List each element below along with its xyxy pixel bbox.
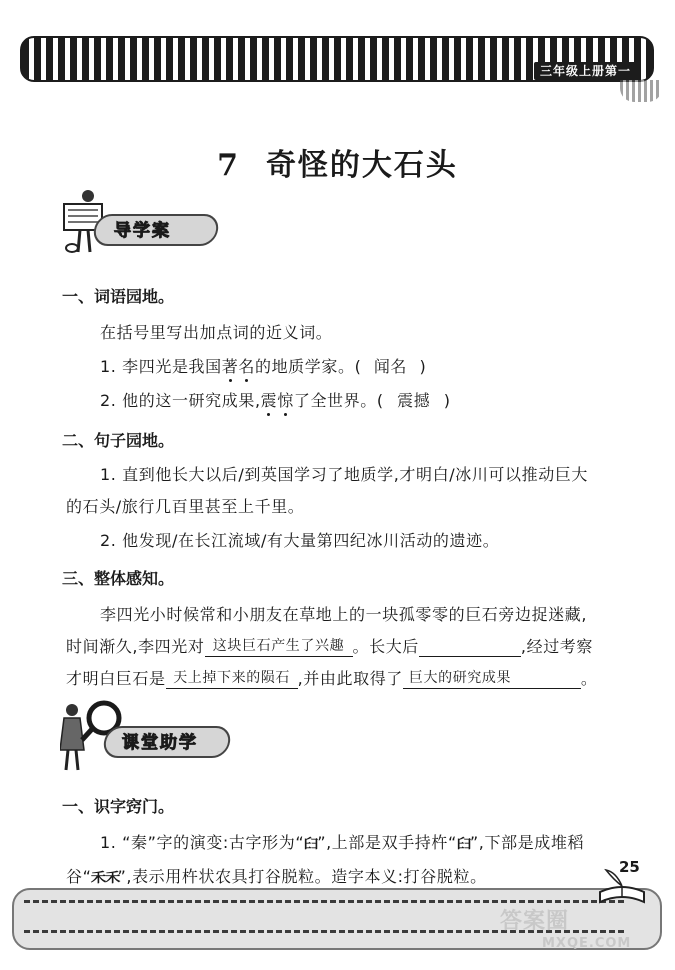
evolution-text-c: ”,下部是成堆稻 (469, 833, 585, 852)
sentence-2: 2. 他发现/在长江流域/有大量第四纪冰川活动的遗迹。 (100, 531, 500, 550)
ancient-glyph-grain: 禾禾 (90, 870, 119, 886)
q1-suffix: 的地质学家。( (254, 357, 362, 376)
comprehension-line-1: 李四光小时候常和小朋友在草地上的一块孤零零的巨石旁边捉迷藏, (100, 605, 588, 624)
line3-text-c: 。 (580, 669, 598, 688)
line2-text-c: ,经过考察 (520, 637, 593, 656)
q1-answer: 闻名 (373, 357, 408, 376)
q1-dotted-char: 名 (238, 354, 255, 377)
guide-badge (58, 188, 218, 258)
q1-close: ) (419, 357, 427, 376)
q1-dotted-word (222, 354, 255, 377)
q1-dotted-char: 著 (222, 354, 239, 377)
lesson-number: 7 (217, 148, 240, 183)
q2-answer: 震撼 (397, 391, 431, 410)
guide-badge-text: 导学案 (114, 221, 171, 241)
sentence-1-line-1: 1. 直到他长大以后/到英国学习了地质学,才明白/冰川可以推动巨大 (100, 465, 589, 484)
line2-text-b: 。长大后 (352, 637, 419, 656)
q2-suffix: 了全世界。( (293, 391, 384, 410)
watermark-url: MXQE.COM (542, 936, 632, 951)
watermark-text: 答案圈 (500, 909, 570, 934)
section-heading-vocabulary: 一、词语园地。 (62, 287, 175, 306)
q2-dotted-char: 震 (261, 388, 278, 411)
classroom-badge (60, 700, 230, 772)
evolution-text-e: ”,表示用杵状农具打谷脱粒。造字本义:打谷脱粒。 (117, 867, 487, 886)
character-evolution-line-1 (100, 830, 584, 853)
line3-text-a: 才明白巨石是 (66, 669, 166, 688)
blank-interest: 这块巨石产生了兴趣 (205, 636, 353, 657)
evolution-text-a: 1. “秦”字的演变:古字形为“ (100, 833, 305, 852)
section-heading-character-tips: 一、识字窍门。 (62, 797, 175, 816)
sentence-1-line-2: 的石头/旅行几百里甚至上千里。 (66, 497, 305, 516)
evolution-text-d: 谷“ (66, 867, 92, 886)
q2-dotted-char: 惊 (277, 388, 294, 411)
lesson-title (0, 140, 675, 184)
blank-meteorite: 天上掉下来的陨石 (166, 668, 298, 689)
classroom-badge-text: 课堂助学 (122, 733, 198, 753)
question-2 (100, 388, 451, 411)
question-1 (100, 354, 426, 377)
section-heading-comprehension: 三、整体感知。 (62, 569, 175, 588)
blank-empty (419, 656, 521, 657)
ancient-glyph-hands-pestle: 𦥑 (456, 836, 471, 852)
line2-text-a: 时间渐久,李四光对 (66, 637, 205, 656)
q2-dotted-word (261, 388, 294, 411)
evolution-text-b: ”,上部是双手持杵“ (317, 833, 457, 852)
footer-dash-line-top (24, 900, 624, 903)
header-band-label: 三年级上册第一 (534, 62, 637, 80)
comprehension-line-2 (66, 634, 593, 657)
q2-close: ) (443, 391, 451, 410)
comprehension-line-3 (66, 666, 598, 689)
section-heading-sentences: 二、句子园地。 (62, 431, 175, 450)
q1-prefix: 1. 李四光是我国 (100, 357, 222, 376)
q2-prefix: 2. 他的这一研究成果, (100, 391, 261, 410)
header-band-curl (620, 80, 662, 102)
page-number: 25 (619, 858, 640, 876)
line3-text-b: ,并由此取得了 (297, 669, 403, 688)
character-evolution-line-2 (66, 864, 487, 887)
blank-research-result: 巨大的研究成果 (403, 668, 581, 689)
instruction-line: 在括号里写出加点词的近义词。 (100, 323, 333, 342)
ancient-glyph-qin: 𦥑 (303, 836, 318, 852)
lesson-title-text: 奇怪的大石头 (265, 148, 458, 183)
